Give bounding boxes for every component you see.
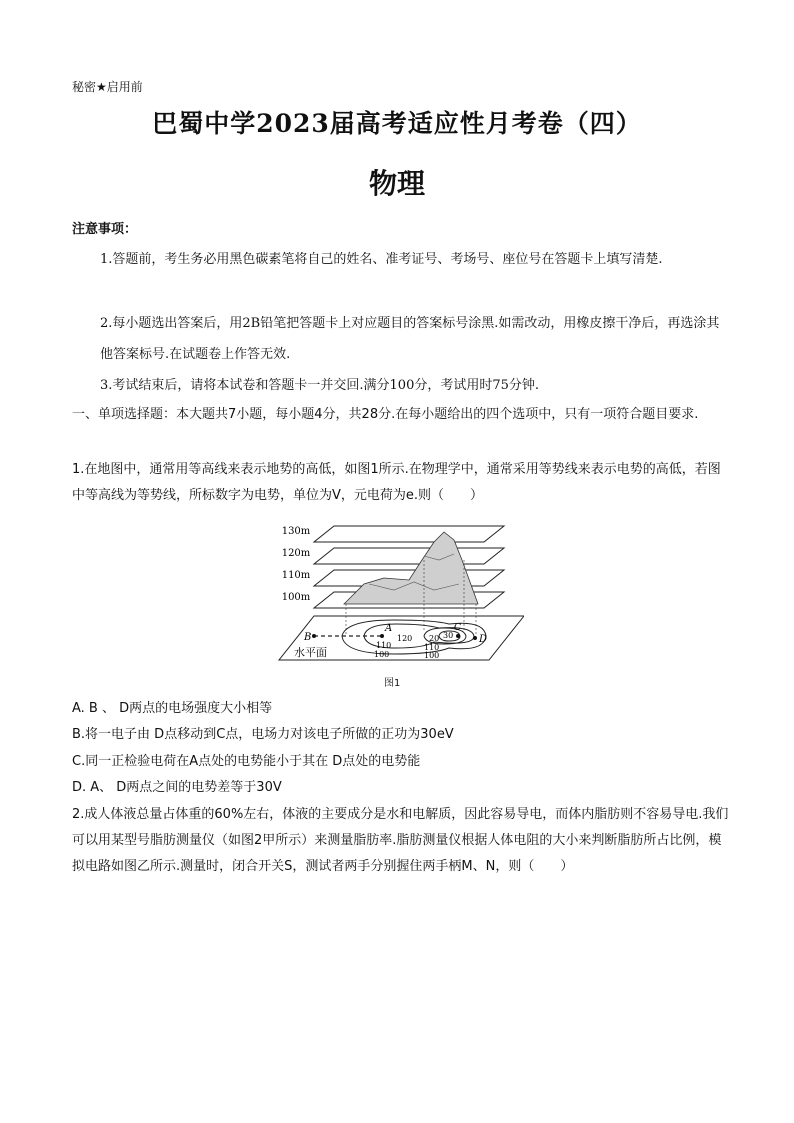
- point-b-dot: [312, 634, 316, 638]
- contour-label: 100: [374, 650, 390, 659]
- question-1-stem: 1.在地图中，通常用等高线来表示地势的高低，如图1所示.在物理学中，通常采用等势线来表示电势的高低，若图中等高线为等势线，所标数字为电势，单位为V，元电荷为e.则（ ）: [72, 462, 721, 503]
- level-label: 100m: [281, 592, 311, 603]
- q1-option-a: A. B 、 D两点的电场强度大小相等: [72, 701, 273, 716]
- point-label-c: C: [454, 623, 461, 633]
- plane-label: 水平面: [294, 646, 327, 659]
- q1-option-d: D. A、 D两点之间的电势差等于30V: [72, 780, 282, 795]
- mountain-shape: [344, 532, 478, 604]
- q1-option-c: C.同一正检验电荷在A点处的电势能小于其在 D点处的电势能: [72, 754, 421, 769]
- contour-label: 120: [397, 634, 413, 643]
- level-label: 120m: [281, 548, 311, 559]
- secret-mark: 秘密★启用前: [72, 80, 143, 94]
- contour-label: 110: [376, 641, 392, 650]
- point-c-dot: [456, 634, 460, 638]
- plane-120: [314, 548, 504, 564]
- point-a-dot: [380, 634, 384, 638]
- contour-label: 30: [443, 631, 454, 640]
- contour-figure-svg: [274, 520, 524, 668]
- subject-title: 物理: [368, 167, 425, 200]
- contour-label: 110: [424, 643, 440, 652]
- notice-heading: 注意事项：: [72, 222, 138, 237]
- notice-item-3: 3.考试结束后，请将本试卷和答题卡一并交回.满分100分，考试用时75分钟.: [100, 378, 540, 393]
- notice-item-1: 1.答题前，考生务必用黑色碳素笔将自己的姓名、准考证号、考场号、座位号在答题卡上填写清楚.: [100, 252, 663, 267]
- section-heading: 一、单项选择题：本大题共7小题，每小题4分，共28分.在每小题给出的四个选项中，只有一项符合题目要求.: [72, 407, 699, 422]
- contour-label: 100: [424, 651, 440, 660]
- q1-option-b: B.将一电子由 D点移动到C点，电场力对该电子所做的正功为30eV: [72, 727, 454, 742]
- point-d-dot: [473, 636, 477, 640]
- exam-title: 巴蜀中学2023届高考适应性月考卷（四）: [152, 109, 642, 138]
- point-label-b: B: [304, 632, 312, 643]
- level-label: 110m: [281, 570, 311, 581]
- figure-1-contour-diagram: [274, 520, 524, 668]
- question-2-stem: 2.成人体液总量占体重的60%左右，体液的主要成分是水和电解质，因此容易导电，而体内脂肪则不容易导电.我们可以用某型号脂肪测量仪（如图2甲所示）来测量脂肪率.脂肪测量仪根据人体电阻的大小来判断脂肪所占比例，模拟电路如图乙所示.测量时，闭合开关S，测试者两手分别握住两手柄M、N，则（ ）: [72, 807, 729, 874]
- level-label: 130m: [281, 526, 311, 537]
- plane-130: [314, 526, 504, 542]
- figure-1-caption: 图1: [384, 678, 401, 689]
- point-label-d: D: [479, 634, 488, 645]
- contour-label: 20: [429, 634, 440, 643]
- point-label-a: A: [385, 623, 393, 634]
- ground-contours: [342, 620, 486, 654]
- notice-item-2: 2.每小题选出答案后，用2B铅笔把答题卡上对应题目的答案标号涂黑.如需改动，用橡皮擦干净后，再选涂其他答案标号.在试题卷上作答无效.: [100, 316, 720, 362]
